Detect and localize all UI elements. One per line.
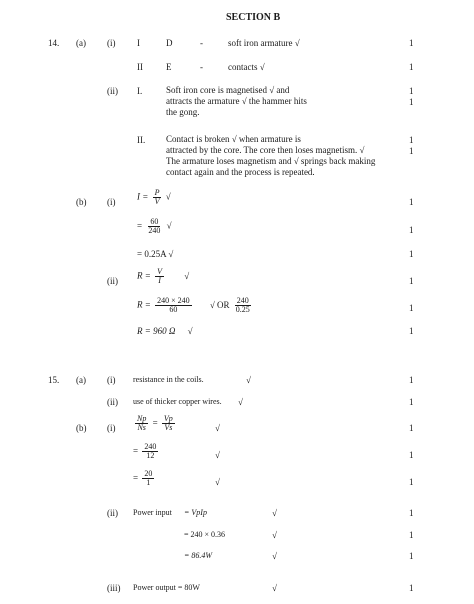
equation-resistance	[137, 268, 189, 285]
mark: 1	[409, 530, 414, 540]
frac-den: 240	[148, 226, 161, 235]
mark: 1	[409, 303, 414, 313]
mark: 1	[409, 326, 414, 336]
equation-resistance-result	[137, 326, 193, 336]
frac-den: 1	[146, 478, 151, 487]
mark: 1	[409, 551, 414, 561]
q15a-ii-label: (ii)	[107, 397, 118, 407]
mark: 1	[409, 450, 414, 460]
equation-ratio-result: = $\frac{20}{1}$	[133, 469, 153, 487]
row-letter-D: D	[166, 38, 173, 48]
eq-result: R = 960 Ω	[137, 326, 176, 336]
q14a-ii-I-text	[166, 85, 307, 118]
q15a-i-text: resistance in the coils.	[133, 375, 204, 384]
frac-den: I	[158, 276, 161, 285]
frac-num: V	[157, 267, 162, 276]
q15a-ii-text: use of thicker copper wires.	[133, 397, 222, 406]
q14-part-b-label: (b)	[76, 197, 87, 207]
mark: 1	[409, 146, 414, 156]
frac-num: Vp	[163, 414, 173, 423]
power-output-text: Power output = 80W	[133, 583, 200, 592]
question-14-number: 14.	[48, 38, 60, 48]
text-line: Soft iron core is magnetised √ and	[166, 85, 290, 95]
text-line: Contact is broken √ when armature is	[166, 134, 301, 144]
mark: 1	[409, 62, 414, 72]
eq-lhs: I =	[137, 191, 149, 202]
mark: 1	[409, 583, 414, 593]
q15b-iii-label: (iii)	[107, 583, 121, 593]
mark: 1	[409, 135, 414, 145]
or-text: √ OR	[209, 299, 230, 310]
equation-turns-ratio: $\frac{Np}{Ns}$ = $\frac{Vp}{Vs}$	[137, 414, 173, 432]
tick: √	[215, 423, 220, 433]
tick: √	[165, 191, 171, 202]
q14a-ii-II-text	[166, 134, 375, 178]
fraction	[234, 297, 252, 314]
fraction	[142, 443, 158, 460]
frac-num: P	[154, 188, 160, 197]
q15a-i-label: (i)	[107, 375, 116, 385]
row-dash: -	[200, 38, 203, 48]
equation-substitution	[137, 218, 172, 235]
frac-num: 240	[236, 296, 249, 305]
text-line: the gong.	[166, 107, 200, 117]
frac-den: 12	[146, 451, 155, 460]
row-text-armature: soft iron armature √	[228, 38, 300, 48]
mark: 1	[409, 97, 414, 107]
tick: √	[272, 530, 277, 540]
mark: 1	[409, 508, 414, 518]
mark: 1	[409, 397, 414, 407]
text-line: attracts the armature √ the hammer hits	[166, 96, 307, 106]
tick: √	[272, 551, 277, 561]
mark: 1	[409, 477, 414, 487]
fraction	[153, 189, 162, 206]
tick: √	[246, 375, 251, 385]
tick: √	[184, 270, 190, 281]
fraction	[162, 415, 175, 432]
equation-result: = 0.25A √	[137, 249, 174, 259]
section-title: SECTION B	[226, 12, 281, 23]
power-input-values: = 240 × 0.36	[184, 530, 226, 539]
fraction	[155, 268, 164, 285]
mark: 1	[409, 276, 414, 286]
q15-part-a-label: (a)	[76, 375, 86, 385]
eq-lhs: R =	[137, 299, 151, 310]
eq-equals: =	[137, 220, 143, 231]
mark: 1	[409, 423, 414, 433]
row-roman-I: I	[137, 38, 140, 48]
tick: √	[272, 583, 277, 593]
row-text-contacts: contacts √	[228, 62, 265, 72]
frac-den: 0.25	[235, 305, 250, 314]
mark: 1	[409, 225, 414, 235]
equation-ratio-values: = $\frac{240}{12}$	[133, 442, 157, 460]
tick: √	[215, 477, 220, 487]
tick: √	[187, 326, 193, 336]
power-input-result: = 86.4W	[184, 551, 213, 560]
fraction	[142, 470, 154, 487]
q15b-ii-label: (ii)	[107, 508, 118, 518]
power-input-formula: = VpIp	[184, 508, 207, 517]
row-dash: -	[200, 62, 203, 72]
equation-resistance-values	[137, 297, 254, 314]
frac-num: Np	[137, 414, 147, 423]
power-input-label: Power input	[133, 508, 172, 517]
frac-den: 60	[169, 305, 178, 314]
frac-den: Ns	[137, 423, 146, 432]
q14b-ii-label: (ii)	[107, 276, 118, 286]
q14a-ii-I-label: I.	[137, 86, 143, 96]
frac-den: Vs	[164, 423, 173, 432]
q14b-i-label: (i)	[107, 197, 116, 207]
frac-num: 240 × 240	[157, 296, 190, 305]
q14-part-a-label: (a)	[76, 38, 86, 48]
tick: √	[166, 220, 172, 231]
mark: 1	[409, 375, 414, 385]
q14a-ii-II-label: II.	[137, 135, 146, 145]
fraction	[146, 218, 162, 235]
frac-den: V	[154, 197, 160, 206]
tick: √	[272, 508, 277, 518]
q15-part-b-label: (b)	[76, 423, 87, 433]
frac-num: 20	[144, 469, 153, 478]
fraction	[155, 297, 192, 314]
mark: 1	[409, 38, 414, 48]
frac-num: 60	[150, 217, 159, 226]
q14a-ii-label: (ii)	[107, 86, 118, 96]
row-roman-II: II	[137, 62, 143, 72]
fraction	[135, 415, 148, 432]
mark: 1	[409, 197, 414, 207]
mark: 1	[409, 86, 414, 96]
text-line: contact again and the process is repeated.	[166, 167, 315, 177]
tick: √	[215, 450, 220, 460]
row-letter-E: E	[166, 62, 172, 72]
text-line: The armature loses magnetism and √ springs back making	[166, 156, 376, 166]
eq-lhs: R =	[137, 270, 151, 281]
frac-num: 240	[144, 442, 157, 451]
question-15-number: 15.	[48, 375, 60, 385]
q14a-i-label: (i)	[107, 38, 116, 48]
q15b-i-label: (i)	[107, 423, 116, 433]
text-line: attracted by the core. The core then loses magnetism. √	[166, 145, 365, 155]
equation-current	[137, 189, 171, 206]
mark: 1	[409, 249, 414, 259]
tick: √	[238, 397, 243, 407]
